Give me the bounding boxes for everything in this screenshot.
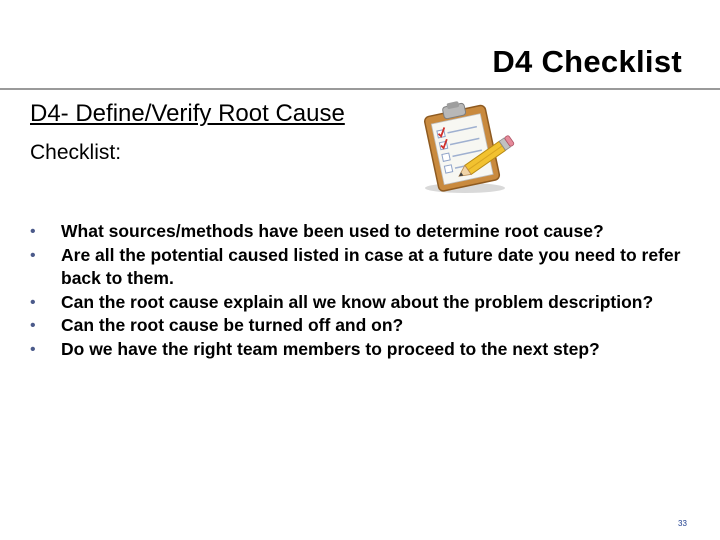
clipboard-checklist-pencil-icon xyxy=(413,100,515,196)
list-item xyxy=(30,338,700,362)
list-item xyxy=(30,244,700,291)
bullet-icon: • xyxy=(30,340,36,358)
bullet-text: Do we have the right team members to proceed to the next step? xyxy=(61,338,600,359)
checklist-label: Checklist: xyxy=(30,141,122,164)
bullet-text: Can the root cause be turned off and on? xyxy=(61,315,404,335)
slide-title: D4 Checklist xyxy=(492,44,682,79)
title-divider xyxy=(0,88,720,90)
list-item xyxy=(30,220,700,244)
bullet-text: What sources/methods have been used to determine root cause? xyxy=(61,221,604,241)
bullet-icon: • xyxy=(30,317,36,334)
list-item xyxy=(30,291,700,315)
bullet-text: Are all the potential caused listed in case at a future date you need to refer back to them. xyxy=(61,244,681,288)
bullet-icon: • xyxy=(30,293,36,311)
checklist-bullets xyxy=(30,220,700,361)
bullet-icon: • xyxy=(30,246,36,264)
list-item xyxy=(30,314,700,338)
bullet-text: Can the root cause explain all we know about the problem description? xyxy=(61,291,654,312)
bullet-icon: • xyxy=(30,223,36,240)
section-subtitle: D4- Define/Verify Root Cause xyxy=(30,100,345,127)
page-number: 33 xyxy=(678,519,687,528)
